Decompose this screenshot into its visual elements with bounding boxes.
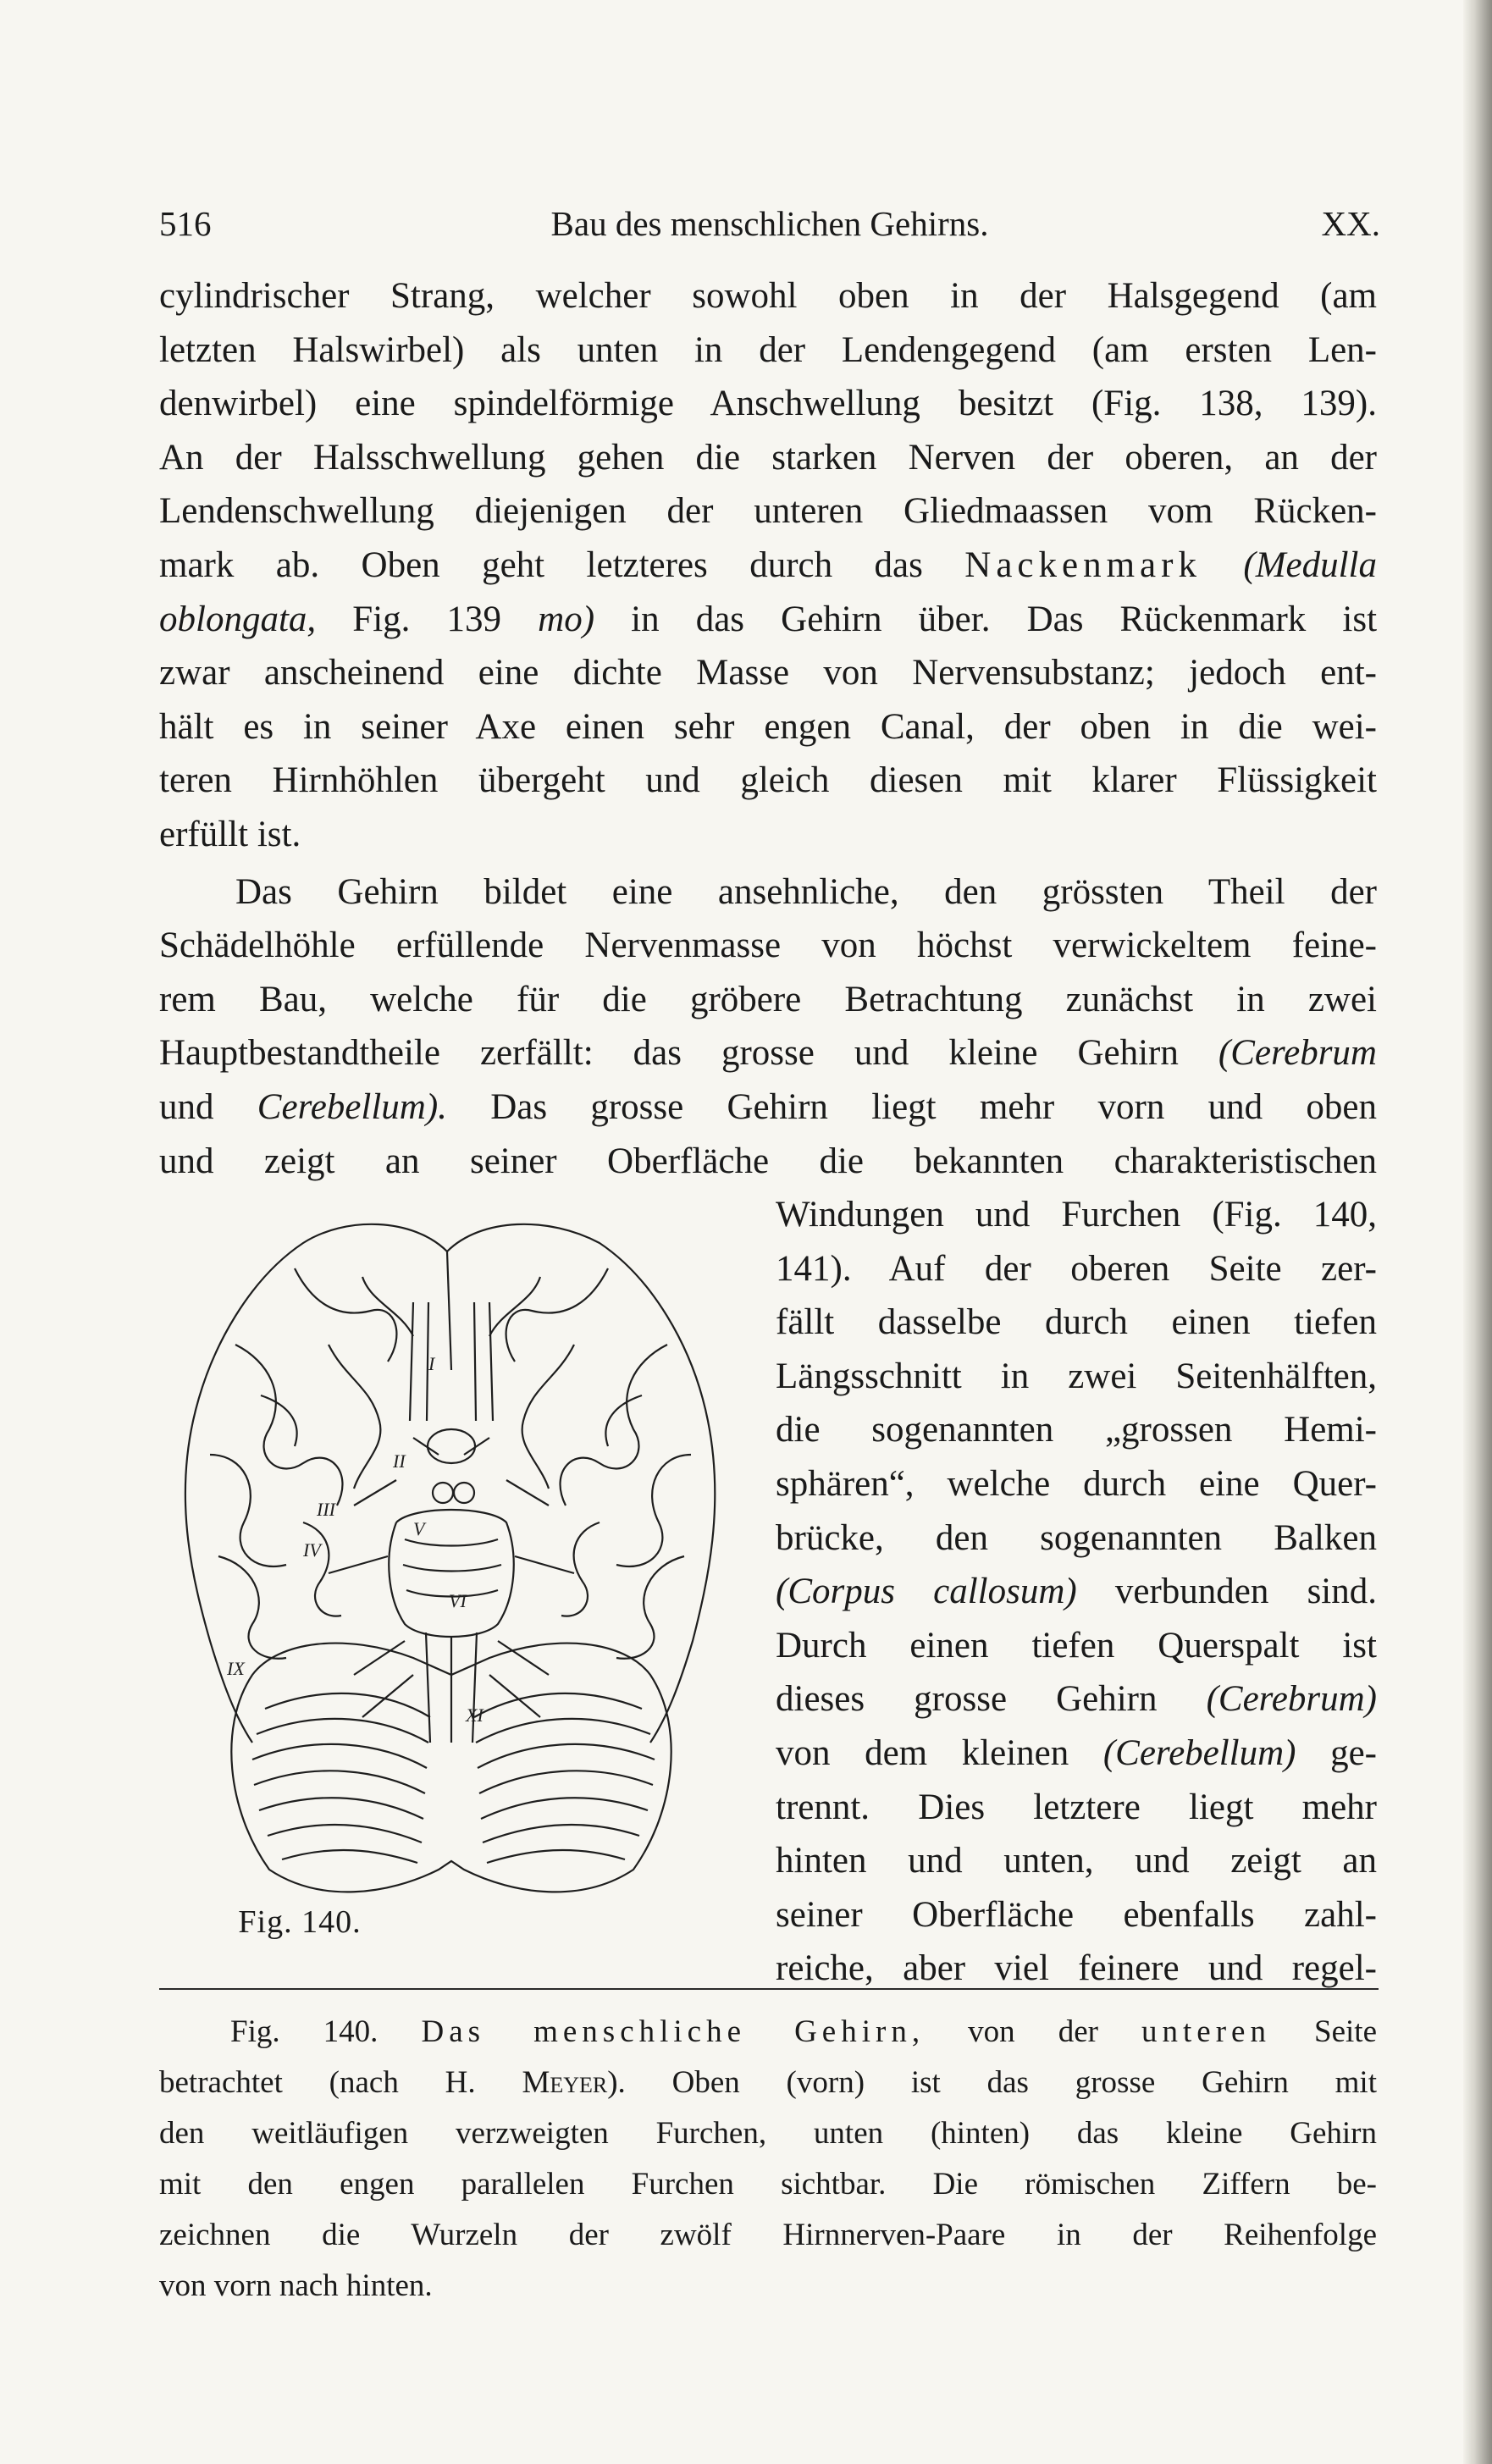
text-line: die sogenannten „grossen Hemi- (776, 1410, 1377, 1450)
numeral-label: V (413, 1518, 425, 1539)
numeral-label: VI (449, 1590, 467, 1611)
text-line: Schädelhöhle erfüllende Nervenmasse von höchst verwickeltem feine- (159, 925, 1377, 966)
caption-line: betrachtet (nach H. Meyer). Oben (vorn) ist das grosse Gehirn mit (159, 2065, 1377, 2100)
caption-line: den weitläufigen verzweigten Furchen, unten (hinten) das kleine Gehirn (159, 2116, 1377, 2151)
text-line: oblongata, Fig. 139 mo) in das Gehirn über. Das Rückenmark ist (159, 599, 1378, 639)
text-line: mark ab. Oben geht letzteres durch das Nackenmark (Medulla (159, 544, 1377, 585)
text-line: denwirbel) eine spindelförmige Anschwellung besitzt (Fig. 138, 139). (159, 384, 1377, 424)
text-line: Hauptbestandtheile zerfällt: das grosse und kleine Gehirn (Cerebrum (159, 1033, 1377, 1074)
text-line: hinten und unten, und zeigt an (776, 1841, 1377, 1881)
text-line: Windungen und Furchen (Fig. 140, (776, 1195, 1377, 1235)
text-line: und Cerebellum). Das grosse Gehirn liegt mehr vorn und oben (159, 1086, 1378, 1127)
caption-line: zeichnen die Wurzeln der zwölf Hirnnerven-Paare in der Reihenfolge (159, 2218, 1377, 2252)
text-line: Lendenschwellung diejenigen der unteren Gliedmaassen vom Rücken- (159, 491, 1377, 532)
spaced-term: Nackenmark (964, 544, 1202, 585)
brain-underside-drawing (159, 1201, 759, 1903)
figure-caption (159, 2007, 1377, 2312)
text-line: 141). Auf der oberen Seite zer- (776, 1248, 1377, 1289)
chapter-number: XX. (1321, 204, 1380, 243)
numeral-label: IX (227, 1658, 245, 1679)
text-line: rem Bau, welche für die gröbere Betrachtung zunächst in zwei (159, 979, 1377, 1019)
text-line: erfüllt ist. (159, 814, 301, 854)
text-line: Längsschnitt in zwei Seitenhälften, (776, 1356, 1377, 1396)
page-number: 516 (159, 204, 212, 243)
numeral-label: II (393, 1450, 406, 1472)
text-line: Das Gehirn bildet eine ansehnliche, den grössten Theil der (235, 871, 1377, 912)
text-line: von dem kleinen (Cerebellum) ge- (776, 1733, 1377, 1774)
figure-label: Fig. 140. (238, 1904, 362, 1940)
text-line: brücke, den sogenannten Balken (776, 1517, 1377, 1558)
running-header (159, 203, 1380, 251)
text-line: dieses grosse Gehirn (Cerebrum) (776, 1679, 1377, 1720)
numeral-label: III (317, 1499, 335, 1520)
longitudinal-fissure (447, 1251, 451, 1370)
caption-line: mit den engen parallelen Furchen sichtbar. Die römischen Ziffern be- (159, 2167, 1377, 2202)
text-line: hält es in seiner Axe einen sehr engen Canal, der oben in die wei- (159, 706, 1377, 747)
page-edge-shadow (1463, 0, 1492, 2464)
running-title: Bau des menschlichen Gehirns. (550, 204, 989, 243)
pons (389, 1510, 513, 1637)
text-line: zwar anscheinend eine dichte Masse von Nervensubstanz; jedoch ent- (159, 653, 1377, 693)
text-line: (Corpus callosum) verbunden sind. (776, 1572, 1377, 1612)
text-line: und zeigt an seiner Oberfläche die bekannten charakteristischen (159, 1141, 1377, 1181)
text-line: Durch einen tiefen Querspalt ist (776, 1625, 1377, 1666)
text-line: teren Hirnhöhlen übergeht und gleich diesen mit klarer Flüssigkeit (159, 760, 1377, 801)
numeral-label: XI (466, 1704, 484, 1726)
text-line: reiche, aber viel feinere und regel- (776, 1948, 1377, 1989)
text-line: seiner Oberfläche ebenfalls zahl- (776, 1894, 1377, 1935)
numeral-label: IV (303, 1539, 321, 1561)
text-line: letzten Halswirbel) als unten in der Lendengegend (am ersten Len- (159, 329, 1377, 370)
medulla-oblongata (426, 1633, 477, 1743)
cerebrum-outline (185, 1224, 715, 1743)
brain-illustration (159, 1201, 759, 1946)
text-line: cylindrischer Strang, welcher sowohl oben in der Halsgegend (am (159, 276, 1377, 316)
caption-line: von vorn nach hinten. (159, 2268, 433, 2303)
text-line: trennt. Dies letztere liegt mehr (776, 1787, 1377, 1827)
text-line: An der Halsschwellung gehen die starken Nerven der oberen, an der (159, 437, 1377, 478)
text-line: sphären“, welche durch eine Quer- (776, 1464, 1377, 1505)
latin-term: (Medulla (1243, 544, 1377, 585)
numeral-label: I (428, 1353, 435, 1374)
caption-line: Fig. 140. Das menschliche Gehirn, von der unteren Seite (230, 2014, 1378, 2049)
footnote-rule (159, 1988, 1379, 1990)
text-line: fällt dasselbe durch einen tiefen (776, 1302, 1377, 1343)
